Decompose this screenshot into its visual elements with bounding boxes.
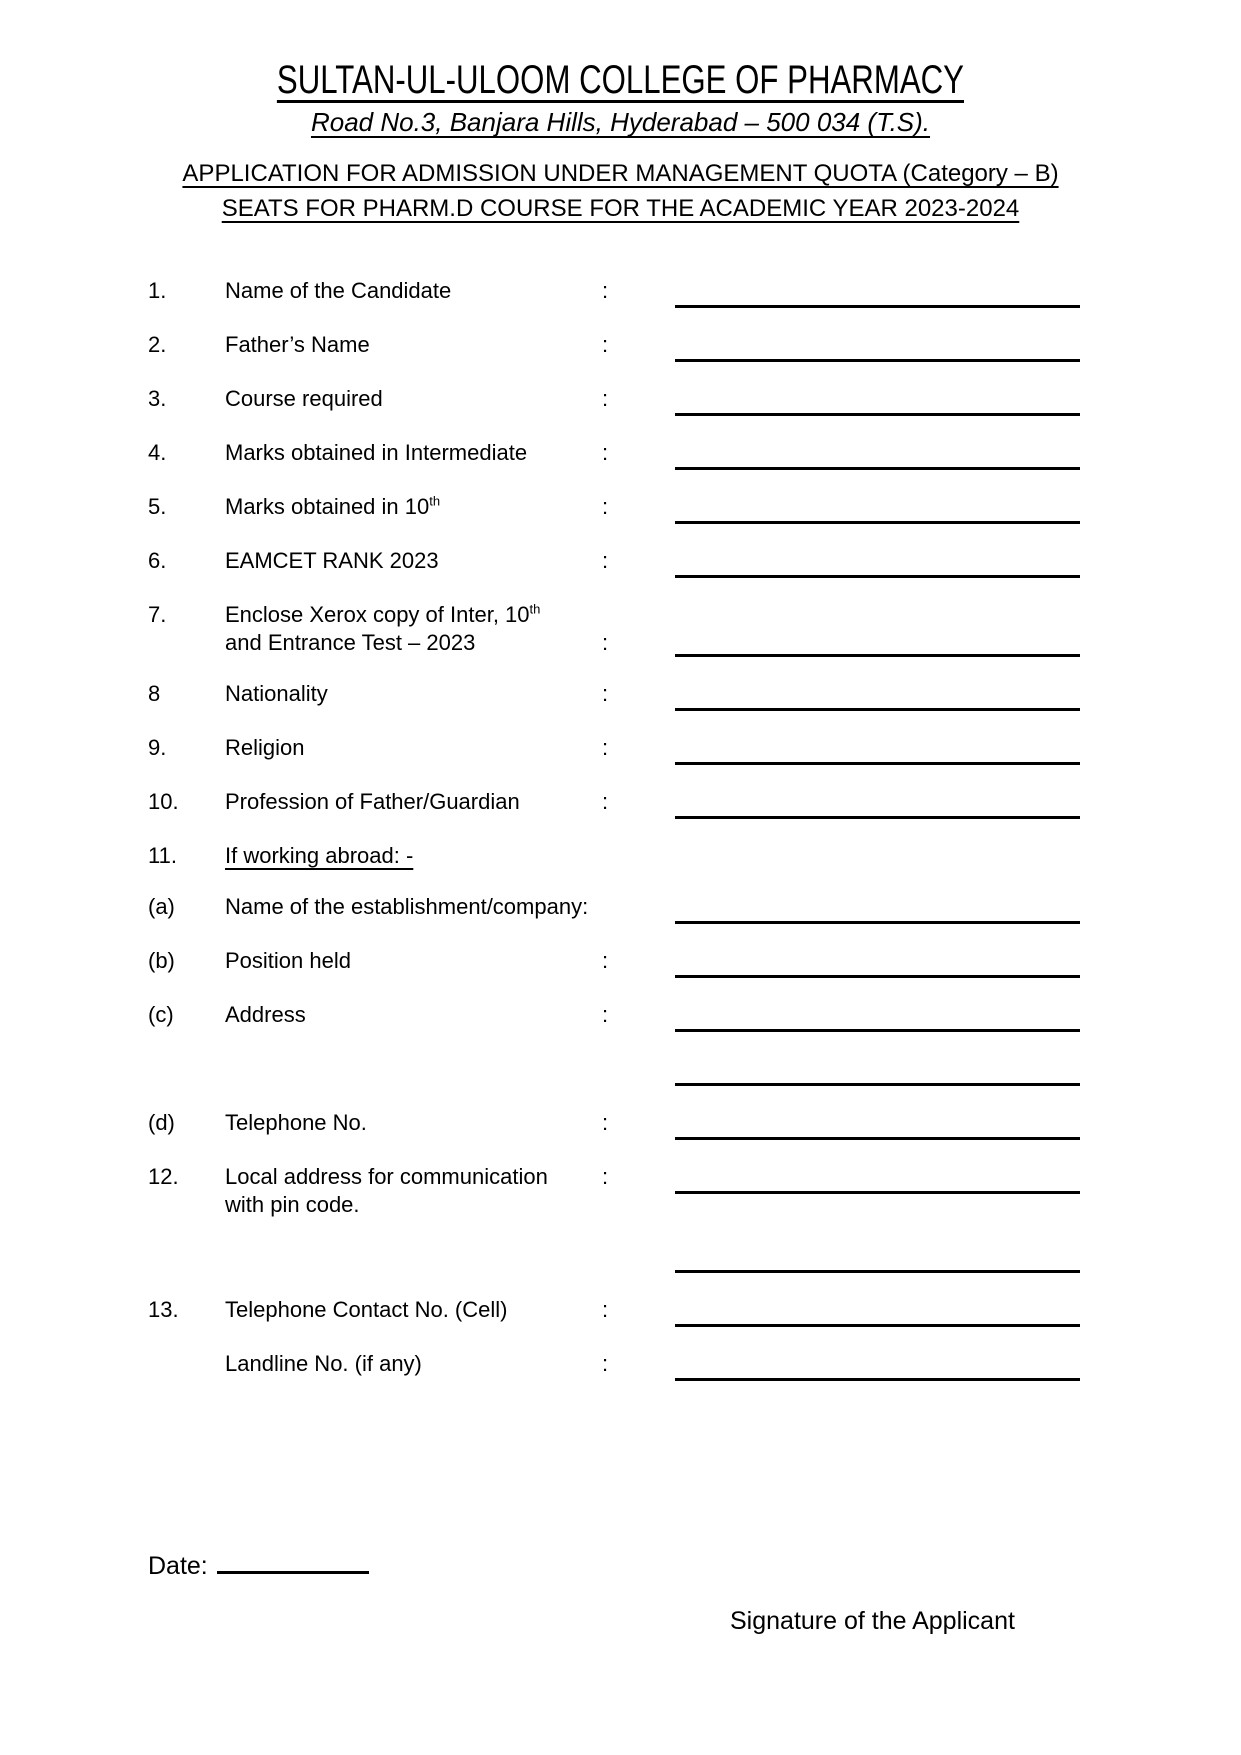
row-label-line2: and Entrance Test – 2023 [225,630,476,655]
row-label [225,277,602,305]
row-label-text: Marks obtained in 10 [225,494,430,519]
row-number: (d) [148,1110,175,1135]
row-label-text: Marks obtained in Intermediate [225,440,528,465]
form-footer [0,1549,1241,1636]
fill-in-line [675,1163,1080,1194]
row-label [225,1296,602,1324]
row-number: (c) [148,1002,174,1027]
line-column [675,1296,1080,1327]
row-colon: : [602,494,609,519]
fill-in-line [675,893,1080,924]
row-colon: : [602,681,609,706]
row-label [225,842,602,870]
row-label [225,1350,602,1378]
form-row [148,601,1241,657]
row-label-text: Religion [225,735,305,760]
fill-in-line [675,493,1080,524]
row-label-text: Landline No. (if any) [225,1351,422,1376]
row-number: (b) [148,948,175,973]
fill-in-line [675,1350,1080,1381]
row-label [225,1163,602,1219]
line-column [675,788,1080,819]
line-column [675,1163,1080,1194]
row-label [225,439,602,467]
row-number: (a) [148,894,175,919]
row-number: 7. [148,602,167,627]
form-row [148,1163,1241,1219]
form-row [148,734,1241,765]
row-label [225,385,602,413]
signature-label: Signature of the Applicant [730,1607,1015,1635]
row-colon: : [602,630,609,655]
row-label-text: Telephone Contact No. (Cell) [225,1297,508,1322]
form-row [148,439,1241,470]
row-label-line2: with pin code. [225,1192,360,1217]
line-column [675,680,1080,711]
row-colon: : [602,1164,609,1189]
line-column [675,547,1080,578]
fill-in-line [675,788,1080,819]
form-row [148,385,1241,416]
form-row [148,547,1241,578]
line-column [675,1055,1080,1086]
fill-in-line [675,1242,1080,1273]
line-column [675,1242,1080,1273]
form-row [148,788,1241,819]
fill-in-line [675,947,1080,978]
page-title [0,58,1241,103]
row-label-text: Telephone No. [225,1110,367,1135]
row-colon: : [602,1297,609,1322]
form-row [148,1350,1241,1381]
form-row [148,680,1241,711]
row-colon: : [602,278,609,303]
superscript: th [429,493,441,509]
form-row [148,842,1241,870]
form-extra-line-row [148,1055,1241,1086]
row-colon: : [602,548,609,573]
row-colon: : [602,948,609,973]
row-label [225,1109,602,1137]
form-row [148,1109,1241,1140]
row-number: 4. [148,440,167,465]
form-row [148,947,1241,978]
row-label-text: Course required [225,386,383,411]
college-title: SULTAN-UL-ULOOM COLLEGE OF PHARMACY [276,58,965,102]
fill-in-line [675,331,1080,362]
form-header [0,58,1241,223]
row-number: 12. [148,1164,179,1189]
row-number: 6. [148,548,167,573]
row-label-text: Name of the establishment/company: [225,894,589,919]
line-column [675,626,1080,657]
row-colon: : [602,332,609,357]
row-label-text: If working abroad: - [225,843,414,868]
row-label [225,493,602,521]
row-label-text: EAMCET RANK 2023 [225,548,439,573]
headline-line2: SEATS FOR PHARM.D COURSE FOR THE ACADEMIC YEAR 2023-2024 [221,195,1020,222]
fill-in-line [675,277,1080,308]
line-column [675,734,1080,765]
row-number: 5. [148,494,167,519]
line-column [675,947,1080,978]
form-row [148,1001,1241,1032]
college-address: Road No.3, Banjara Hills, Hyderabad – 500 034 (T.S). [310,107,931,137]
line-column [675,385,1080,416]
form-extra-line-row [148,1242,1241,1273]
row-number: 8 [148,681,161,706]
form-row [148,893,1241,924]
row-label [225,734,602,762]
fill-in-line [675,385,1080,416]
date-line [217,1549,369,1574]
form-row [148,493,1241,524]
fill-in-line [675,547,1080,578]
fill-in-line [675,626,1080,657]
row-colon: : [602,1110,609,1135]
row-label [225,601,602,657]
row-number: 2. [148,332,167,357]
superscript: th [529,601,541,617]
fill-in-line [675,680,1080,711]
fill-in-line [675,1055,1080,1086]
line-column [675,277,1080,308]
headline-line1: APPLICATION FOR ADMISSION UNDER MANAGEMENT QUOTA (Category – B) [182,160,1059,187]
row-label-text: Name of the Candidate [225,278,452,303]
row-label-text: Address [225,1002,306,1027]
row-colon: : [602,735,609,760]
line-column [675,893,1080,924]
row-label-text: Father’s Name [225,332,370,357]
fill-in-line [675,439,1080,470]
row-number: 9. [148,735,167,760]
row-label [225,893,602,921]
row-label-text: Local address for communication [225,1164,548,1189]
fill-in-line [675,1296,1080,1327]
row-label-text: Nationality [225,681,328,706]
row-label [225,788,602,816]
row-number: 3. [148,386,167,411]
form-row [148,331,1241,362]
row-number: 13. [148,1297,179,1322]
fill-in-line [675,1001,1080,1032]
row-colon: : [602,386,609,411]
row-label [225,947,602,975]
row-label-text: Position held [225,948,351,973]
row-number: 10. [148,789,179,814]
row-number: 11. [148,843,177,868]
form-body [0,277,1241,1381]
line-column [675,439,1080,470]
form-row [148,1296,1241,1327]
line-column [675,1001,1080,1032]
line-column [675,1350,1080,1381]
row-colon: : [602,1002,609,1027]
row-label-text: Enclose Xerox copy of Inter, 10 [225,602,530,627]
row-colon: : [602,1351,609,1376]
date-row [148,1549,1241,1581]
row-colon: : [602,789,609,814]
row-label [225,547,602,575]
form-row [148,277,1241,308]
row-label [225,680,602,708]
fill-in-line [675,734,1080,765]
row-label-text: Profession of Father/Guardian [225,789,520,814]
row-number: 1. [148,278,167,303]
date-label: Date: [148,1552,208,1580]
row-label [225,1001,602,1029]
row-label [225,331,602,359]
fill-in-line [675,1109,1080,1140]
line-column [675,493,1080,524]
row-colon: : [602,440,609,465]
line-column [675,1109,1080,1140]
line-column [675,331,1080,362]
